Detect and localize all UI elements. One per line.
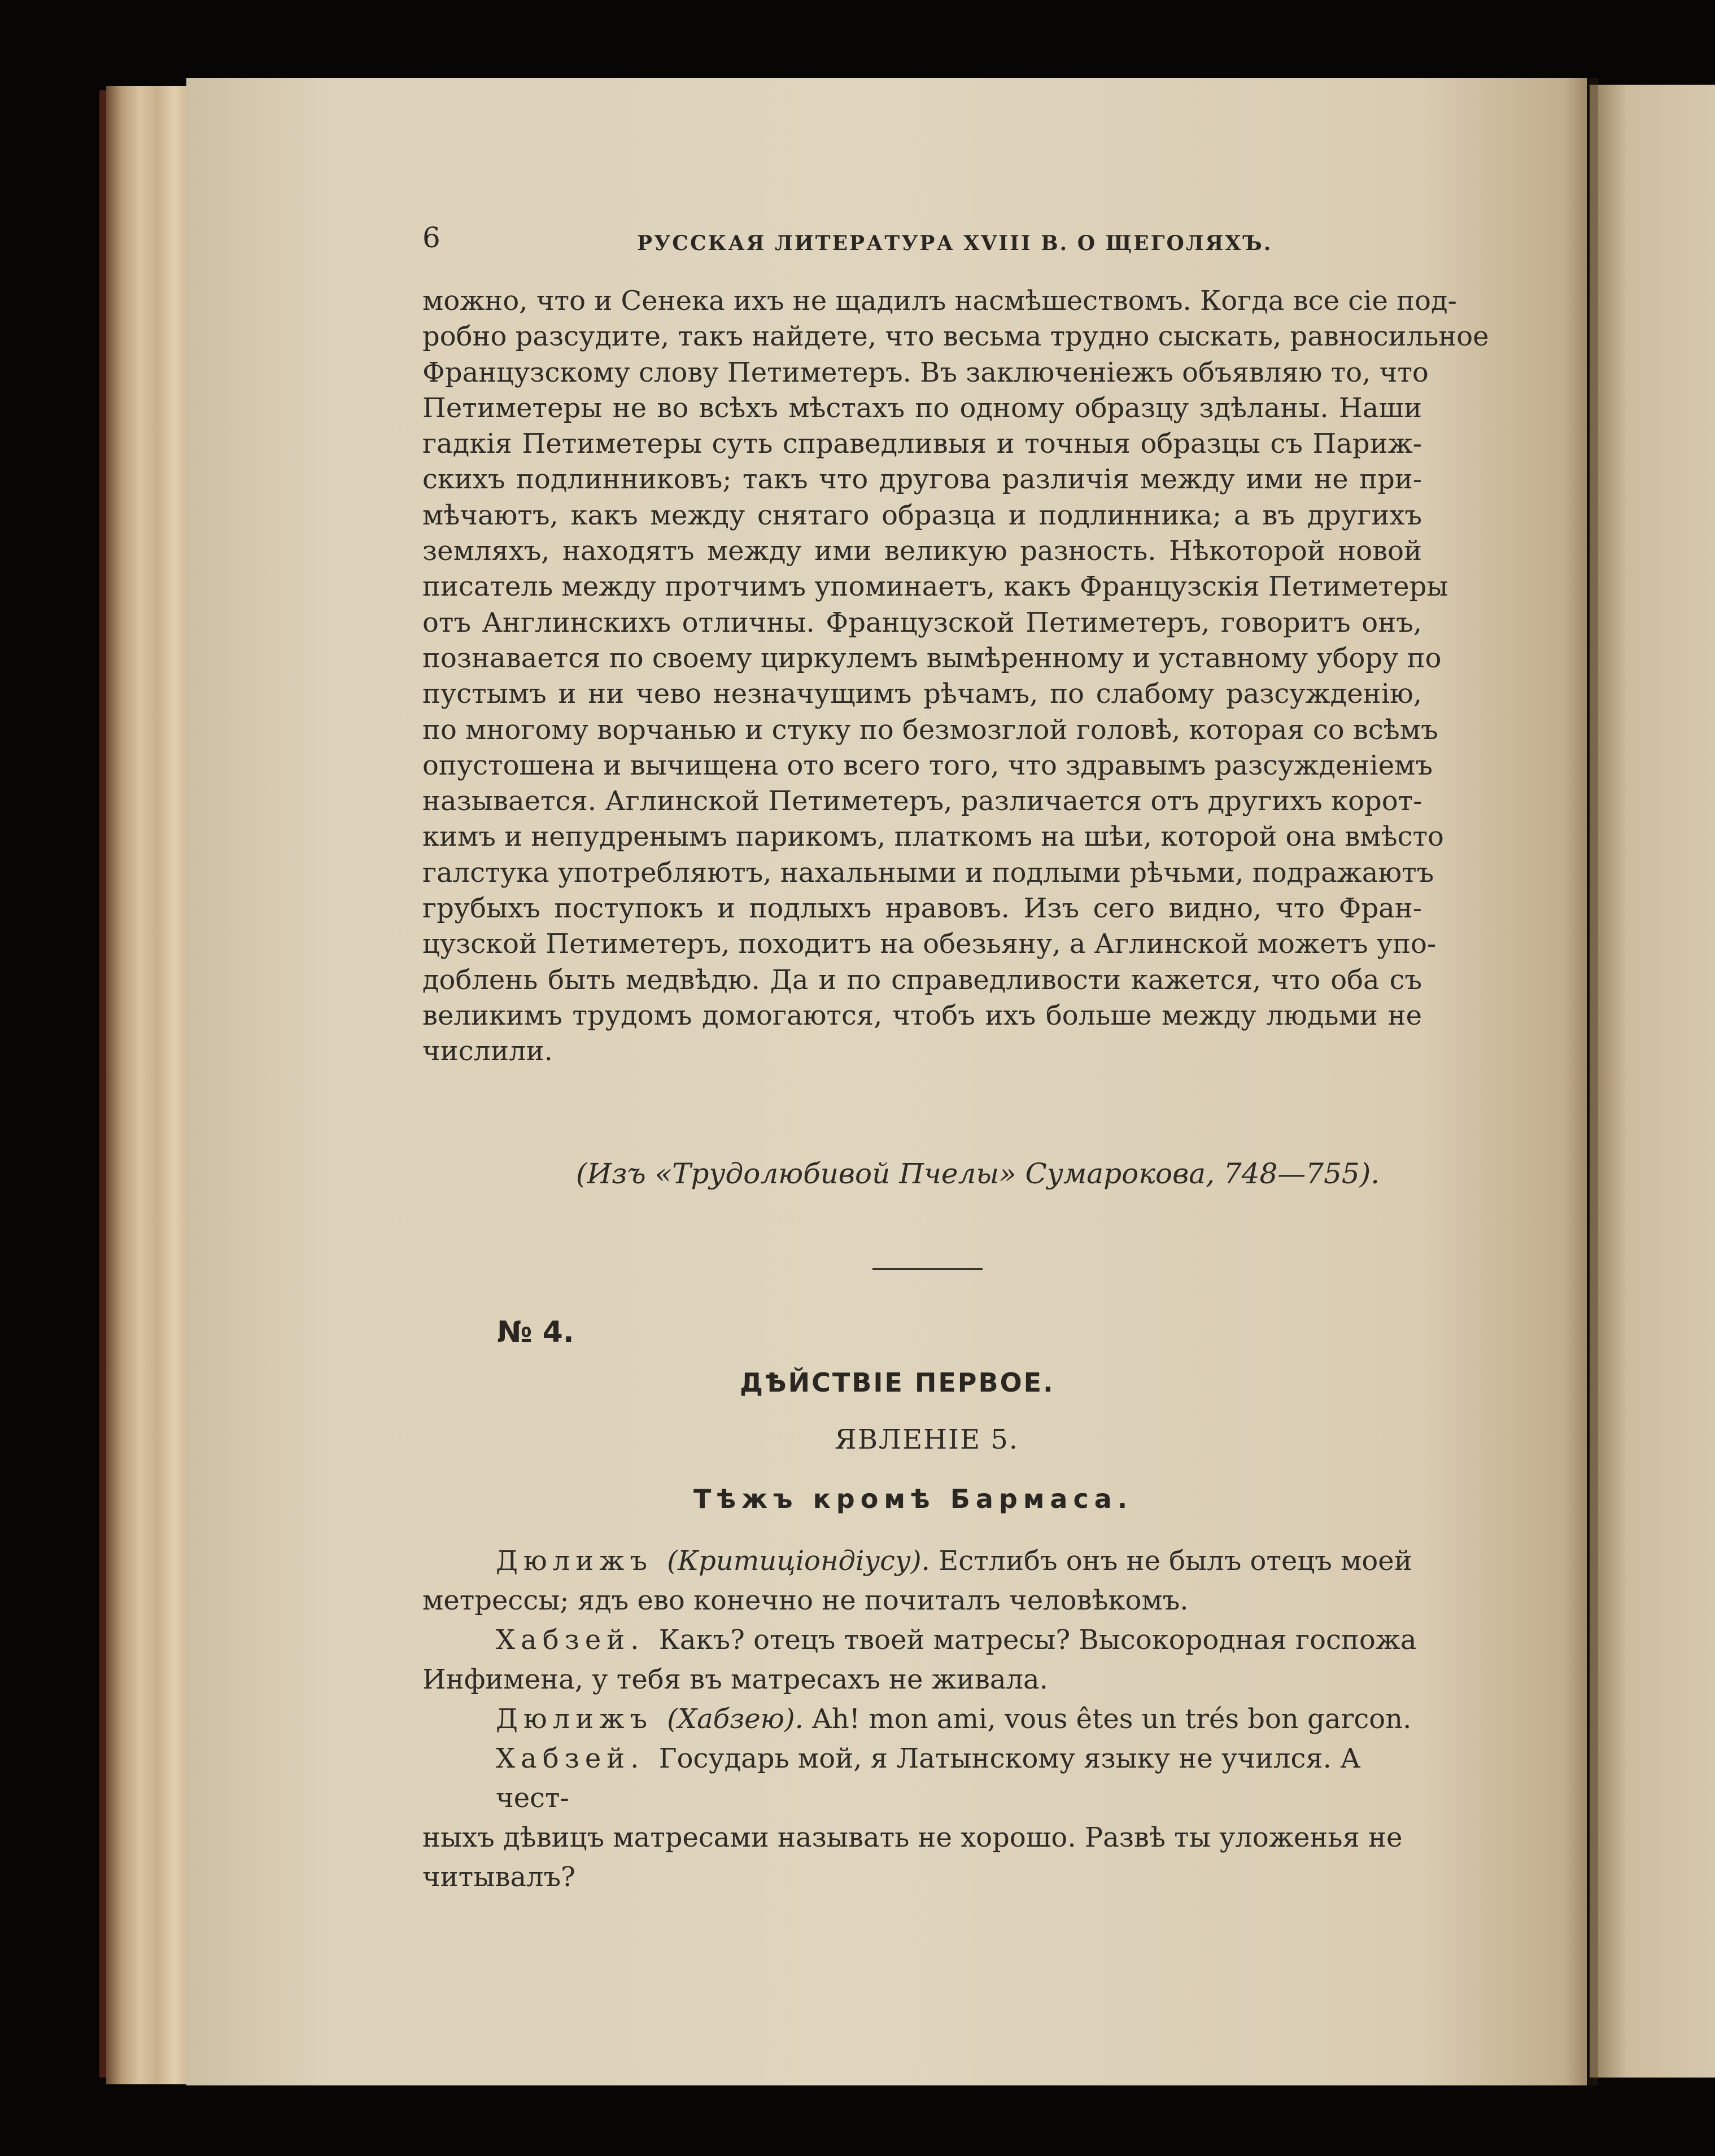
body-line: робно разсудите, такъ найдете, что весьма трудно сыскать, равносильное [422,321,1489,353]
dialogue-line [422,1699,1422,1739]
body-line: великимъ трудомъ домогаются, чтобъ ихъ больше между людьми не [422,999,1422,1031]
scene-title: ЯВЛЕНІЕ 5. [835,1424,1019,1455]
body-line: галстука употребляютъ, нахальными и подлыми рѣчьми, подражаютъ [422,856,1434,889]
dialogue-line [422,1620,1422,1660]
body-line: грубыхъ поступокъ и подлыхъ нравовъ. Изъ сего видно, что Фран- [422,893,1422,925]
dialogue-text: Какъ? отецъ твоей матресы? Высокородная госпожа [658,1624,1417,1656]
body-line: мѣчаютъ, какъ между снятаго образца и подлинника; а въ другихъ [422,499,1422,531]
body-line: опустошена и вычищена ото всего того, что здравымъ разсужденіемъ [422,749,1433,781]
speaker-name: Дюлижъ [496,1703,667,1735]
body-line: познавается по своему циркулемъ вымѣренному и уставному убору по [422,642,1442,674]
dialogue-continuation: метрессы; ядъ ево конечно не почиталъ человѣкомъ. [422,1585,1189,1616]
body-line: писатель между протчимъ упоминаетъ, какъ Французскія Петиметеры [422,571,1448,603]
dialogue-continuation: ныхъ дѣвицъ матресами называть не хорошо. Развѣ ты уложенья не [422,1822,1403,1853]
running-head: РУССКАЯ ЛИТЕРАТУРА XVIII В. О ЩЕГОЛЯХЪ. [637,231,1273,255]
facing-page-edge [1590,85,1715,2078]
source-citation: (Изъ «Трудолюбивой Пчелы» Сумарокова, 748—755). [576,1157,1380,1190]
body-line: по многому ворчанью и стуку по безмозглой головѣ, которая со всѣмъ [422,714,1438,746]
body-line: пустымъ и ни чево незначущимъ рѣчамъ, по слабому разсужденію, [422,678,1422,710]
speaker-name: Хабзей. [496,1743,659,1774]
body-line: Петиметеры не во всѣхъ мѣстахъ по одному образцу здѣланы. Наши [422,392,1422,424]
dialogue-text: Ah! mon ami, vous êtes un trés bon garcon. [803,1703,1412,1735]
dialogue-line [422,1739,1422,1818]
page-number: 6 [422,221,440,254]
body-line: называется. Аглинской Петиметеръ, различается отъ другихъ корот- [422,785,1422,817]
dialogue-text: Естлибъ онъ не былъ отецъ моей [929,1545,1412,1577]
dialogue-continuation: Инфимена, у тебя въ матресахъ не живала. [422,1664,1048,1695]
body-line: доблень быть медвѣдю. Да и по справедливости кажется, что оба съ [422,964,1422,996]
section-divider [872,1268,983,1270]
dialogue-line [422,1541,1422,1581]
body-line: отъ Англинскихъ отличны. Французской Петиметеръ, говоритъ онъ, [422,606,1422,639]
body-line: земляхъ, находятъ между ими великую разность. Нѣкоторой новой [422,535,1422,567]
body-line: можно, что и Сенека ихъ не щадилъ насмѣшествомъ. Когда все сіе под- [422,285,1457,317]
page-stack-edge [106,86,191,2084]
dialogue-continuation: читывалъ? [422,1861,575,1893]
body-line: кимъ и непудренымъ парикомъ, платкомъ на шѣи, которой она вмѣсто [422,821,1444,853]
body-line: Французскому слову Петиметеръ. Въ заключеніежъ объявляю то, что [422,356,1429,388]
body-line: скихъ подлинниковъ; такъ что другова различія между ими не при- [422,463,1422,496]
body-line: гадкія Петиметеры суть справедливыя и точныя образцы съ Париж- [422,428,1422,460]
stage-direction: (Хабзею). [667,1703,804,1735]
gutter-shadow [1564,78,1598,2085]
body-line: числили. [422,1035,553,1068]
body-line: цузской Петиметеръ, походитъ на обезьяну, а Аглинской можетъ упо- [422,928,1437,960]
body-paragraph [422,283,1489,1070]
stage-direction: (Критиціондіусу). [667,1545,930,1577]
act-title: ДѢЙСТВІЕ ПЕРВОЕ. [740,1367,1055,1398]
speaker-name: Хабзей. [496,1624,659,1656]
page-header [422,221,1422,261]
section-number: № 4. [497,1315,574,1349]
dialogue-text: Государь мой, я Латынскому языку не учился. А чест- [496,1743,1361,1814]
cast-line: Тѣжъ кромѣ Бармаса. [693,1484,1133,1514]
dialogue-block [422,1541,1422,1897]
speaker-name: Дюлижъ [496,1545,667,1577]
